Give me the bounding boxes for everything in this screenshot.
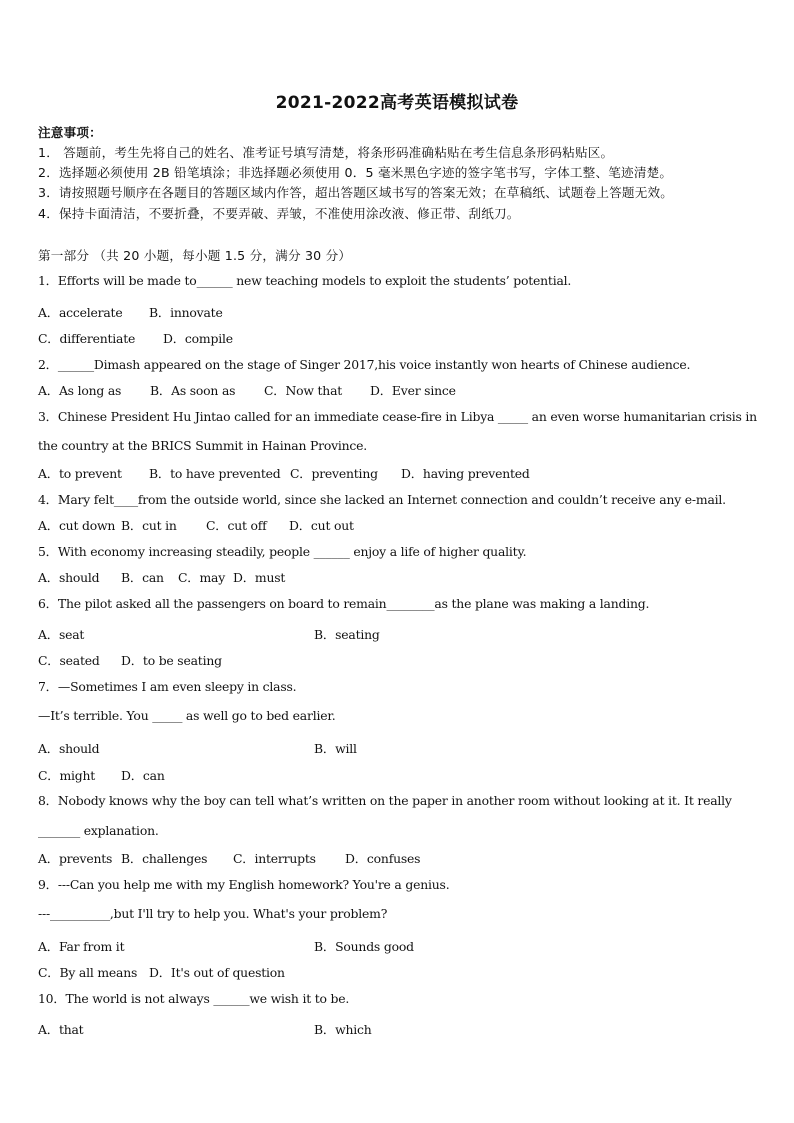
- option-d: D．must: [233, 570, 286, 585]
- option-b: B．will: [314, 741, 357, 756]
- notice-item: 1． 答题前，考生先将自己的姓名、准考证号填写清楚，将条形码准确粘贴在考生信息条形码粘贴区。: [38, 145, 614, 160]
- question-stem-continued: ---__________,but I'll try to help you. What's your problem?: [38, 906, 388, 921]
- option-b: B．Sounds good: [314, 939, 414, 954]
- option-a: A．accelerate: [38, 305, 123, 320]
- option-a: A．cut down: [38, 518, 116, 533]
- notice-heading: 注意事项：: [38, 125, 102, 140]
- question-stem: 1．Efforts will be made to______ new teaching models to exploit the students’ potential.: [38, 273, 572, 288]
- question-stem: 4．Mary felt____from the outside world, since she lacked an Internet connection and couldn’t receive any e-mail.: [38, 492, 726, 507]
- question-stem: 10．The world is not always ______we wish it to be.: [38, 991, 350, 1006]
- notice-item: 4．保持卡面清洁，不要折叠，不要弄破、弄皱，不准使用涂改液、修正带、刮纸刀。: [38, 206, 520, 221]
- option-d: D．to be seating: [121, 653, 222, 668]
- option-c: C．cut off: [206, 518, 267, 533]
- notice-item: 2．选择题必须使用 2B 铅笔填涂；非选择题必须使用 0．5 毫米黑色字迹的签字笔书写，字体工整、笔迹清楚。: [38, 165, 673, 180]
- option-d: D．It's out of question: [149, 965, 285, 980]
- option-b: B．can: [121, 570, 164, 585]
- option-d: D．compile: [163, 331, 233, 346]
- option-a: A．As long as: [38, 383, 122, 398]
- option-a: A．to prevent: [38, 466, 122, 481]
- option-c: C．might: [38, 768, 96, 783]
- option-d: D．confuses: [345, 851, 421, 866]
- option-a: A．Far from it: [38, 939, 125, 954]
- question-stem-continued: _______ explanation.: [38, 823, 159, 838]
- option-b: B．which: [314, 1022, 372, 1037]
- option-a: A．should: [38, 741, 100, 756]
- option-d: D．cut out: [289, 518, 354, 533]
- option-c: C．interrupts: [233, 851, 316, 866]
- option-a: A．prevents: [38, 851, 113, 866]
- option-c: C．differentiate: [38, 331, 136, 346]
- page-title: 2021-2022高考英语模拟试卷: [275, 93, 519, 113]
- option-b: B．innovate: [149, 305, 223, 320]
- option-c: C．preventing: [290, 466, 378, 481]
- option-b: B．As soon as: [150, 383, 236, 398]
- question-stem: 7．—Sometimes I am even sleepy in class.: [38, 679, 297, 694]
- option-b: B．to have prevented: [149, 466, 281, 481]
- option-a: A．should: [38, 570, 100, 585]
- option-d: D．having prevented: [401, 466, 530, 481]
- question-stem: 9．---Can you help me with my English homework? You're a genius.: [38, 877, 450, 892]
- question-stem: 6．The pilot asked all the passengers on board to remain________as the plane was making a landing.: [38, 596, 650, 611]
- part-heading: 第一部分 （共 20 小题，每小题 1.5 分，满分 30 分）: [38, 248, 352, 263]
- option-b: B．cut in: [121, 518, 177, 533]
- question-stem-continued: —It’s terrible. You _____ as well go to bed earlier.: [38, 708, 336, 723]
- option-a: A．that: [38, 1022, 84, 1037]
- question-stem-continued: the country at the BRICS Summit in Hainan Province.: [38, 438, 368, 453]
- option-c: C．may: [178, 570, 226, 585]
- option-a: A．seat: [38, 627, 85, 642]
- question-stem: 2．______Dimash appeared on the stage of Singer 2017,his voice instantly won hearts of Chinese audience.: [38, 357, 691, 372]
- option-d: D．can: [121, 768, 165, 783]
- question-stem: 8．Nobody knows why the boy can tell what’s written on the paper in another room without looking at it. It really: [38, 793, 732, 808]
- option-c: C．Now that: [264, 383, 343, 398]
- option-d: D．Ever since: [370, 383, 456, 398]
- question-stem: 5．With economy increasing steadily, people ______ enjoy a life of higher quality.: [38, 544, 527, 559]
- option-c: C．seated: [38, 653, 100, 668]
- question-stem: 3．Chinese President Hu Jintao called for an immediate cease-fire in Libya _____ an even worse humanitarian crisis in: [38, 409, 757, 424]
- option-b: B．seating: [314, 627, 380, 642]
- option-c: C．By all means: [38, 965, 138, 980]
- option-b: B．challenges: [121, 851, 208, 866]
- notice-item: 3．请按照题号顺序在各题目的答题区域内作答，超出答题区域书写的答案无效；在草稿纸、试题卷上答题无效。: [38, 185, 674, 200]
